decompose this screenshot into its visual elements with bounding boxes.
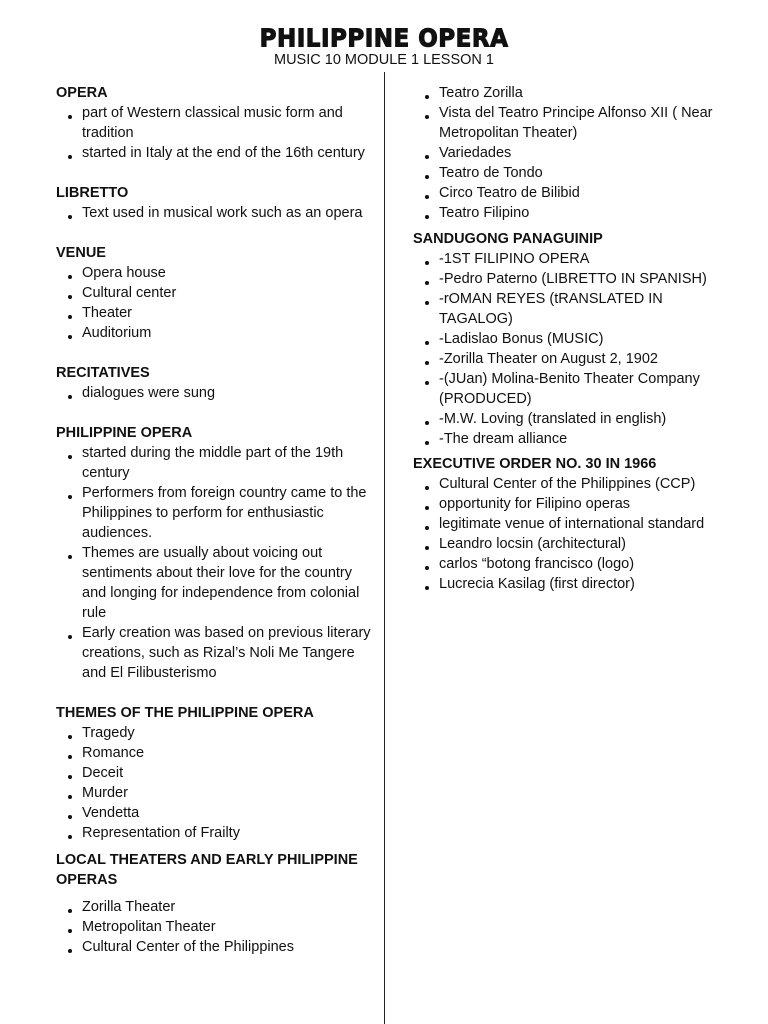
section-heading: EXECUTIVE ORDER NO. 30 IN 1966: [413, 456, 657, 472]
list-item: started in Italy at the end of the 16th century: [56, 143, 372, 163]
list-item: Cultural center: [56, 283, 372, 303]
section-executive-order: [413, 454, 733, 594]
list-item: Deceit: [56, 763, 372, 783]
list-item: Cultural Center of the Philippines (CCP): [413, 474, 733, 494]
page-title: PHILIPPINE OPERA: [259, 24, 509, 54]
section-heading: THEMES OF THE PHILIPPINE OPERA: [56, 705, 314, 721]
list-item: Text used in musical work such as an opera: [56, 203, 372, 223]
list-item: legitimate venue of international standard: [413, 514, 733, 534]
list-item: -(JUan) Molina-Benito Theater Company (PRODUCED): [413, 369, 733, 409]
list-item: Vendetta: [56, 803, 372, 823]
list-item: Teatro de Tondo: [413, 163, 733, 183]
bullet-list: [413, 249, 733, 449]
bullet-list: [413, 83, 733, 223]
list-item: dialogues were sung: [56, 383, 372, 403]
list-item: started during the middle part of the 19th century: [56, 443, 372, 483]
list-item: Opera house: [56, 263, 372, 283]
page-subtitle: MUSIC 10 MODULE 1 LESSON 1: [274, 52, 494, 68]
right-column: [413, 83, 733, 594]
list-item: Vista del Teatro Principe Alfonso XII ( Near Metropolitan Theater): [413, 103, 733, 143]
list-item: Circo Teatro de Bilibid: [413, 183, 733, 203]
list-item: -M.W. Loving (translated in english): [413, 409, 733, 429]
section-themes: [56, 703, 372, 843]
bullet-list: [56, 723, 372, 843]
bullet-list: [56, 203, 372, 223]
list-item: part of Western classical music form and tradition: [56, 103, 372, 143]
list-item: Romance: [56, 743, 372, 763]
list-item: -Pedro Paterno (LIBRETTO IN SPANISH): [413, 269, 733, 289]
list-item: Leandro locsin (architectural): [413, 534, 733, 554]
section-libretto: [56, 183, 372, 223]
section-heading: SANDUGONG PANAGUINIP: [413, 231, 603, 247]
list-item: Murder: [56, 783, 372, 803]
section-heading: LIBRETTO: [56, 185, 129, 201]
section-heading: RECITATIVES: [56, 365, 150, 381]
section-heading: PHILIPPINE OPERA: [56, 425, 193, 441]
bullet-list: [56, 897, 372, 957]
section-local-theaters: [56, 850, 372, 957]
list-item: opportunity for Filipino operas: [413, 494, 733, 514]
bullet-list: [413, 474, 733, 594]
list-item: Metropolitan Theater: [56, 917, 372, 937]
bullet-list: [56, 263, 372, 343]
list-item: Teatro Filipino: [413, 203, 733, 223]
list-item: Teatro Zorilla: [413, 83, 733, 103]
list-item: Variedades: [413, 143, 733, 163]
list-item: Cultural Center of the Philippines: [56, 937, 372, 957]
bullet-list: [56, 383, 372, 403]
list-item: Representation of Frailty: [56, 823, 372, 843]
section-recitatives: [56, 363, 372, 403]
list-item: -Zorilla Theater on August 2, 1902: [413, 349, 733, 369]
list-item: Themes are usually about voicing out sentiments about their love for the country and longing for independence from colonial rule: [56, 543, 372, 623]
section-heading: VENUE: [56, 245, 106, 261]
left-column: [56, 83, 372, 957]
list-item: Auditorium: [56, 323, 372, 343]
list-item: -rOMAN REYES (tRANSLATED IN TAGALOG): [413, 289, 733, 329]
section-heading: LOCAL THEATERS AND EARLY PHILIPPINE OPERAS: [56, 852, 358, 888]
column-divider: [384, 72, 385, 1024]
section-heading: OPERA: [56, 85, 108, 101]
list-item: carlos “botong francisco (logo): [413, 554, 733, 574]
list-item: Lucrecia Kasilag (first director): [413, 574, 733, 594]
bullet-list: [56, 103, 372, 163]
bullet-list: [56, 443, 372, 683]
list-item: -The dream alliance: [413, 429, 733, 449]
section-philippine-opera: [56, 423, 372, 683]
list-item: Tragedy: [56, 723, 372, 743]
list-item: Zorilla Theater: [56, 897, 372, 917]
list-item: -1ST FILIPINO OPERA: [413, 249, 733, 269]
list-item: Early creation was based on previous literary creations, such as Rizal’s Noli Me Tangere and El Filibusterismo: [56, 623, 372, 683]
section-opera: [56, 83, 372, 163]
section-venue: [56, 243, 372, 343]
section-sandugong-panaguinip: [413, 229, 733, 449]
list-item: Performers from foreign country came to the Philippines to perform for enthusiastic audiences.: [56, 483, 372, 543]
list-item: Theater: [56, 303, 372, 323]
list-item: -Ladislao Bonus (MUSIC): [413, 329, 733, 349]
